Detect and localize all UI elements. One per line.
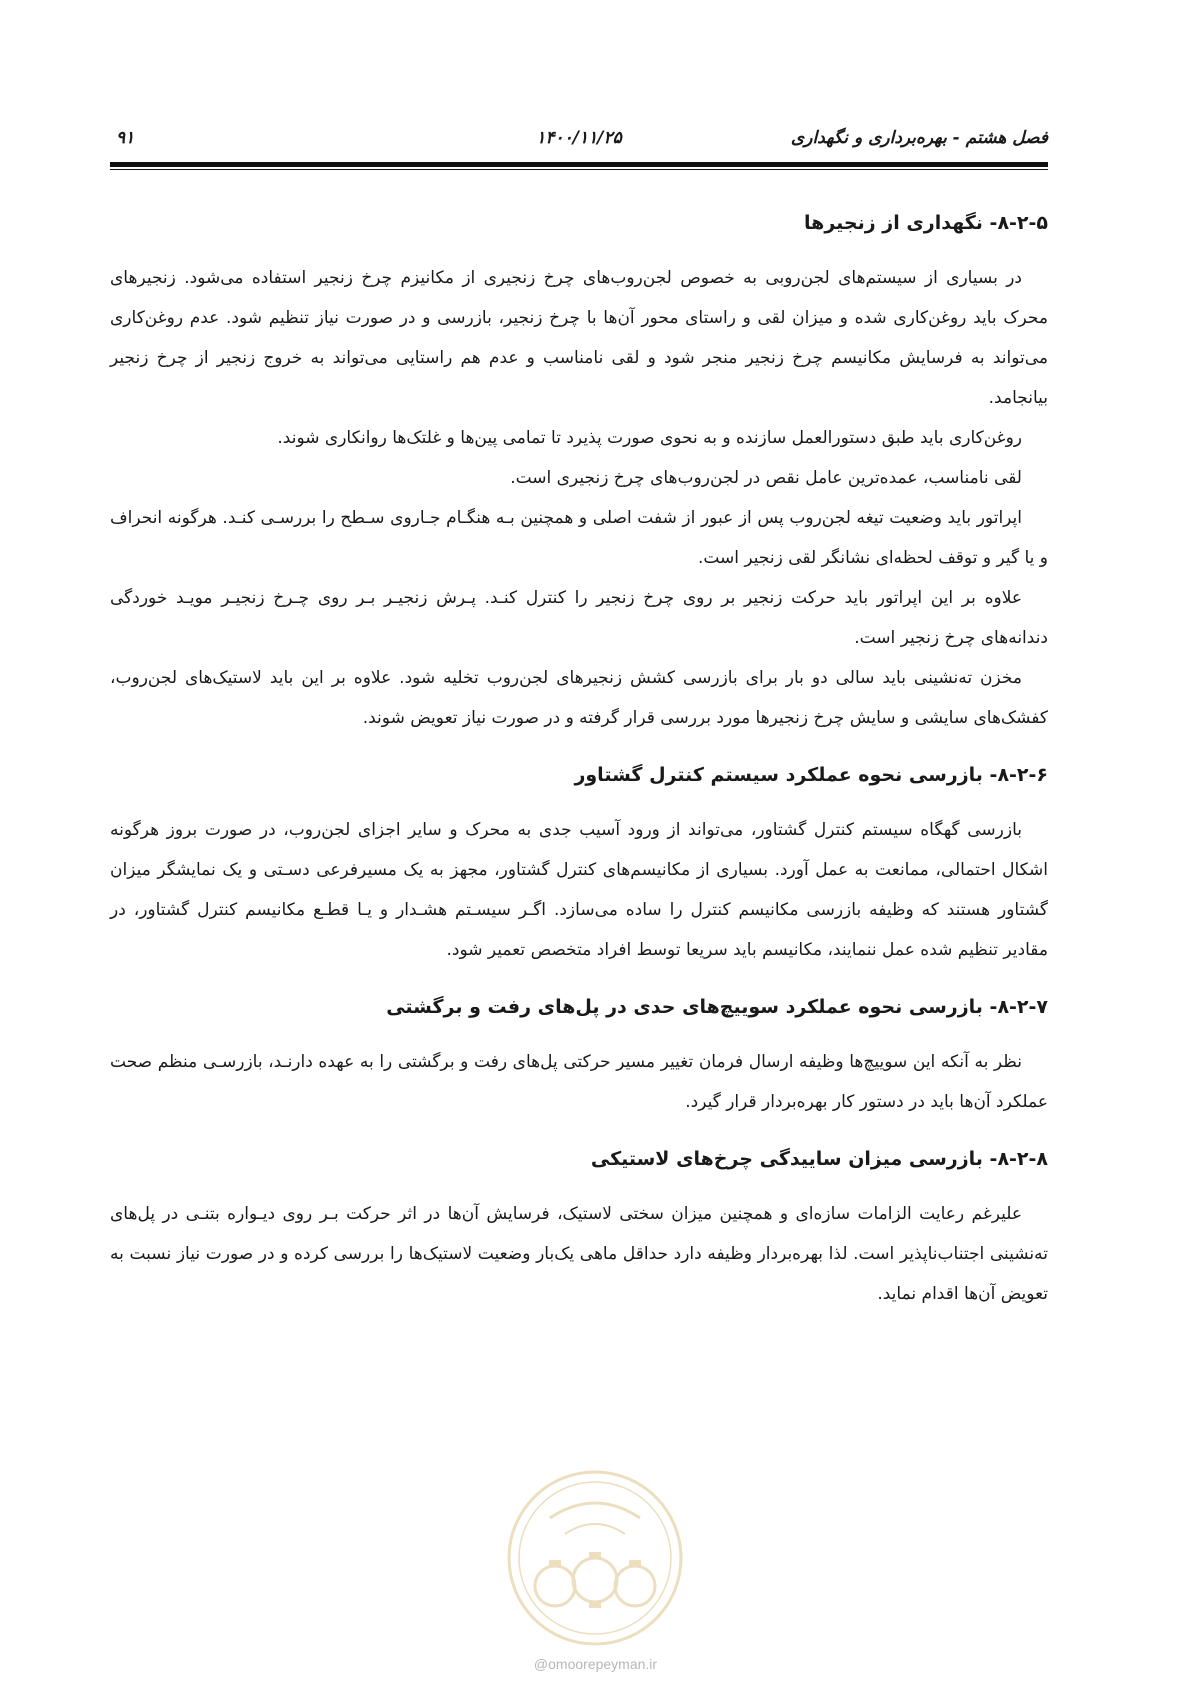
paragraph: بازرسی گهگاه سیستم کنترل گشتاور، می‌تواند از ورود آسیب جدی به محرک و سایر اجزای لجن‌روب، در صورت بروز هرگونه اشکال احتمالی، ممانعت به عمل آورد. بسیاری از مکانیسم‌های کنترل گشتاور، مجهز به یک مسیرفرعی دسـتی و یک نمایشگر میزان گشتاور هستند که وظیفه بازرسی مکانیسم کنترل را ساده می‌سازد. اگـر سیسـتم هشـدار و یـا قطـع مکانیسم کنترل گشتاور، در مقادیر تنظیم شده عمل ننمایند، مکانیسم باید سریعا توسط افراد متخصص تعمیر شود. [110,820,1048,960]
paragraph: علاوه بر این اپراتور باید حرکت زنجیر بر روی چرخ زنجیر را کنترل کنـد. پـرش زنجیـر بـر روی چـرخ زنجیـر مویـد خوردگی دندانه‌های چرخ زنجیر است. [110,588,1048,648]
header-date: ۱۴۰۰/۱۱/۲۵ [536,128,622,148]
section-torque-control [110,760,1048,970]
document-body [110,208,1048,1336]
watermark-logo [505,1468,685,1648]
section-heading: ۸-۲-۶- بازرسی نحوه عملکرد سیستم کنترل گشتاور [574,764,1048,786]
paragraph: روغن‌کاری باید طبق دستورالعمل سازنده و به نحوی صورت پذیرد تا تمامی پین‌ها و غلتک‌ها روانکاری شوند. [277,428,1022,448]
watermark-url: @omoorepeyman.ir [533,1656,658,1672]
page-number: ۹۱ [116,128,135,148]
header-rule-thin [110,169,1048,170]
section-chain-maintenance [110,208,1048,738]
section-rubber-wheels [110,1144,1048,1314]
section-limit-switches [110,992,1048,1122]
paragraph: در بسیاری از سیستم‌های لجن‌روبی به خصوص لجن‌روب‌های چرخ زنجیری از مکانیزم چرخ زنجیر استفاده می‌شود. زنجیرهای محرک باید روغن‌کاری شده و میزان لقی و راستای محور آن‌ها با چرخ زنجیر، بازرسی و در صورت نیاز تنظیم شود. عدم روغن‌کاری می‌تواند به فرسایش مکانیسم چرخ زنجیر منجر شود و لقی نامناسب و عدم هم راستایی می‌تواند به خروج زنجیر از چرخ زنجیر بیانجامد. [110,268,1048,408]
paragraph: اپراتور باید وضعیت تیغه لجن‌روب پس از عبور از شفت اصلی و همچنین بـه هنگـام جـاروی سـطح را بررسـی کنـد. هرگونه انحراف و یا گیر و توقف لحظه‌ای نشانگر لقی زنجیر است. [110,508,1048,568]
paragraph: مخزن ته‌نشینی باید سالی دو بار برای بازرسی کشش زنجیرهای لجن‌روب تخلیه شود. علاوه بر این باید لاستیک‌های لجن‌روب، کفشک‌های سایشی و سایش چرخ زنجیرها مورد بررسی قرار گرفته و در صورت نیاز تعویض شوند. [110,668,1048,728]
paragraph: نظر به آنکه این سوییچ‌ها وظیفه ارسال فرمان تغییر مسیر حرکتی پل‌های رفت و برگشتی را به عهده دارنـد، بازرسـی منظم صحت عملکرد آن‌ها باید در دستور کار بهره‌بردار قرار گیرد. [110,1052,1048,1112]
header-rule-thick [110,162,1048,167]
chapter-title: فصل هشتم - بهره‌برداری و نگهداری [790,128,1048,148]
paragraph: لقی نامناسب، عمده‌ترین عامل نقص در لجن‌روب‌های چرخ زنجیری است. [510,468,1022,488]
section-heading: ۸-۲-۵- نگهداری از زنجیرها [804,212,1048,234]
section-heading: ۸-۲-۸- بازرسی میزان ساییدگی چرخ‌های لاستیکی [590,1148,1048,1170]
section-heading: ۸-۲-۷- بازرسی نحوه عملکرد سوییچ‌های حدی در پل‌های رفت و برگشتی [386,996,1048,1018]
page-header [110,128,1048,156]
paragraph: علیرغم رعایت الزامات سازه‌ای و همچنین میزان سختی لاستیک، فرسایش آن‌ها در اثر حرکت بـر روی دیـواره بتنـی در پل‌های ته‌نشینی اجتناب‌ناپذیر است. لذا بهره‌بردار وظیفه دارد حداقل ماهی یک‌بار وضعیت لاستیک‌ها را بررسی کرده و در صورت نیاز نسبت به تعویض آن‌ها اقدام نماید. [110,1204,1048,1304]
